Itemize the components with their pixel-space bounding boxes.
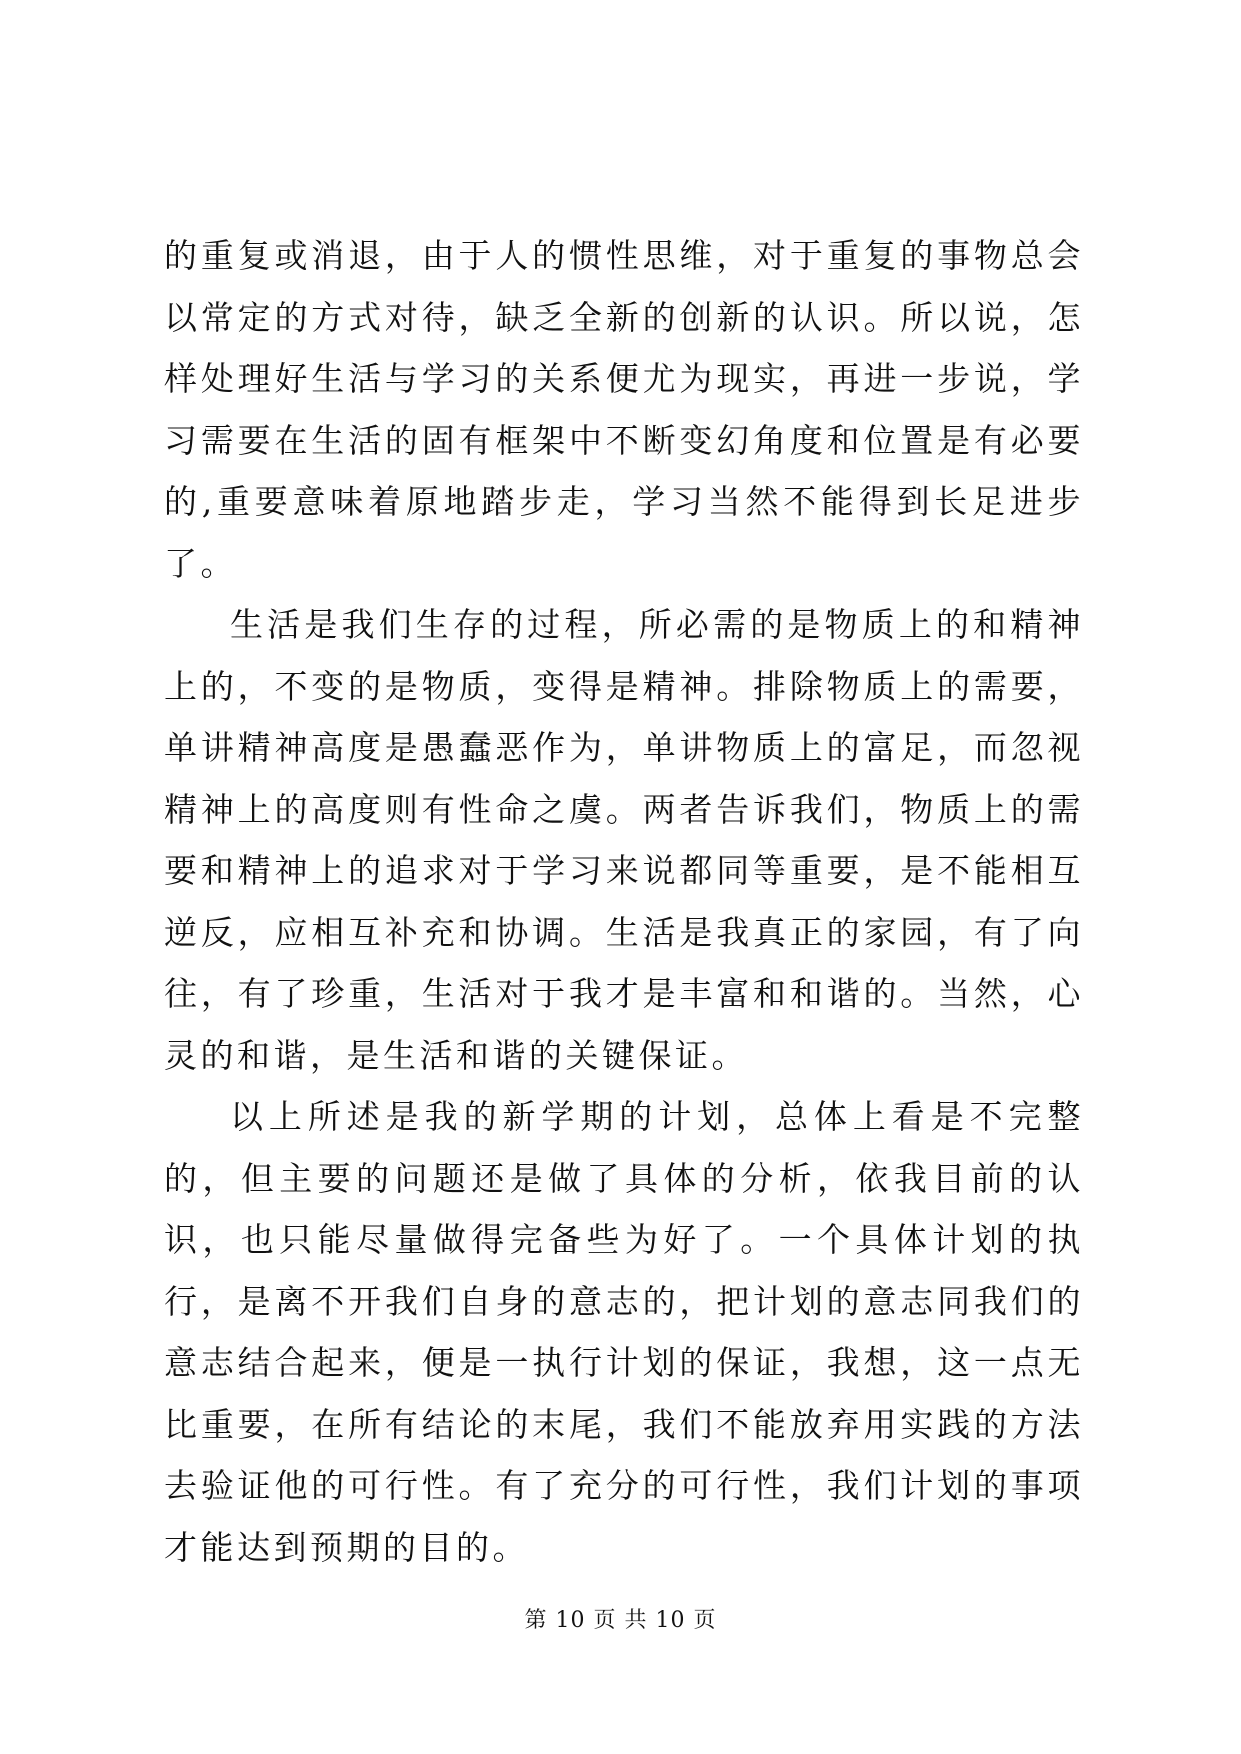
page-footer: 第 10 页 共 10 页: [524, 1608, 717, 1633]
paragraph-continuation: 的重复或消退，由于人的惯性思维，对于重复的事物总会以常定的方式对待，缺乏全新的创新的认识。所以说，怎样处理好生活与学习的关系便尤为现实，再进一步说，学习需要在生活的固有框架中不断变幻角度和位置是有必要的,重要意味着原地踏步走，学习当然不能得到长足进步了。: [164, 236, 1084, 583]
paragraph-life: 生活是我们生存的过程，所必需的是物质上的和精神上的，不变的是物质，变得是精神。排除物质上的需要，单讲精神高度是愚蠢恶作为，单讲物质上的富足，而忽视精神上的高度则有性命之虞。两者告诉我们，物质上的需要和精神上的追求对于学习来说都同等重要，是不能相互逆反，应相互补充和协调。生活是我真正的家园，有了向往，有了珍重，生活对于我才是丰富和和谐的。当然，心灵的和谐，是生活和谐的关键保证。: [164, 605, 1084, 1075]
paragraph-conclusion: 以上所述是我的新学期的计划，总体上看是不完整的，但主要的问题还是做了具体的分析，依我目前的认识，也只能尽量做得完备些为好了。一个具体计划的执行，是离不开我们自身的意志的，把计划的意志同我们的意志结合起来，便是一执行计划的保证，我想，这一点无比重要，在所有结论的末尾，我们不能放弃用实践的方法去验证他的可行性。有了充分的可行性，我们计划的事项才能达到预期的目的。: [164, 1097, 1084, 1567]
document-body: [164, 225, 1084, 1578]
